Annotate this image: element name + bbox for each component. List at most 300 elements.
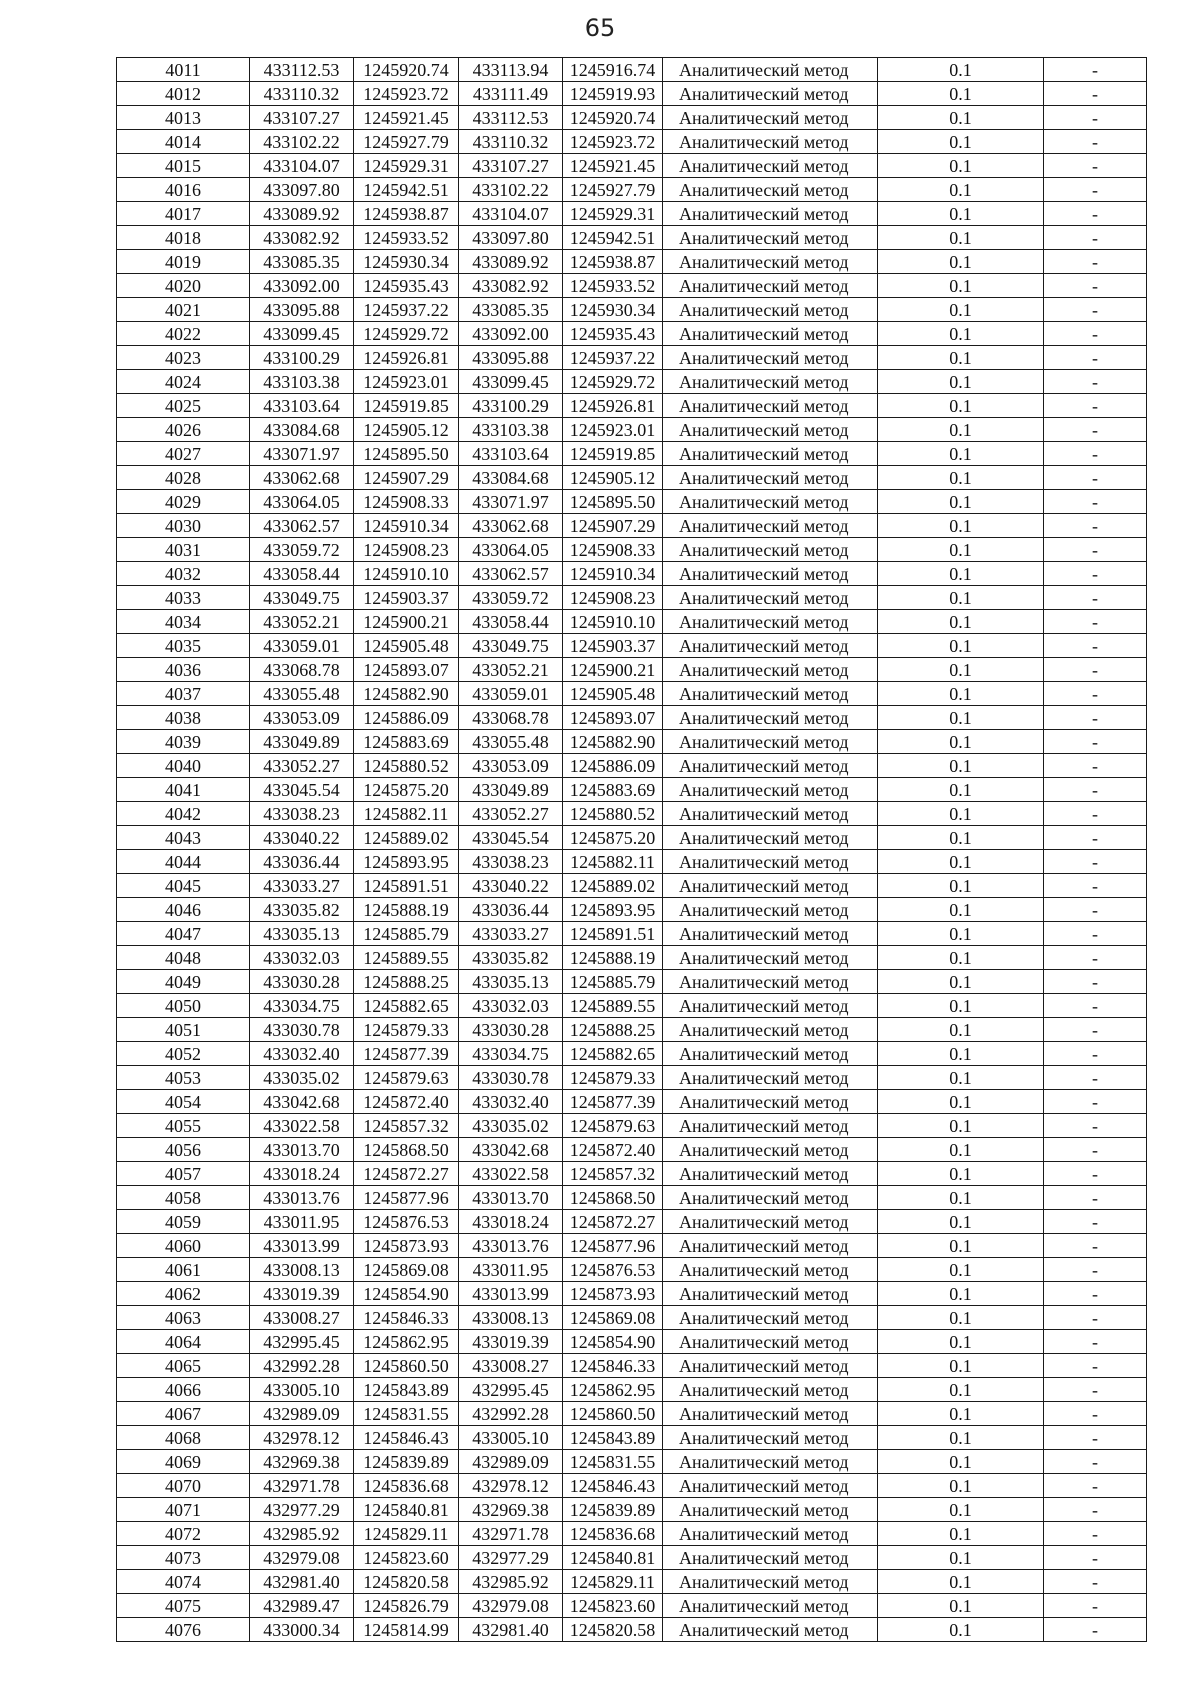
y-coordinate-cell: 1245846.43 bbox=[354, 1426, 459, 1450]
prev-x-cell: 433097.80 bbox=[459, 226, 563, 250]
y-coordinate-cell: 1245888.19 bbox=[354, 898, 459, 922]
method-cell: Аналитический метод bbox=[663, 442, 878, 466]
note-cell: - bbox=[1044, 1018, 1147, 1042]
table-row bbox=[117, 1474, 1147, 1498]
note-cell: - bbox=[1044, 250, 1147, 274]
prev-y-cell: 1245843.89 bbox=[563, 1426, 663, 1450]
prev-x-cell: 433102.22 bbox=[459, 178, 563, 202]
note-cell: - bbox=[1044, 58, 1147, 82]
point-number-cell: 4050 bbox=[117, 994, 250, 1018]
prev-x-cell: 433092.00 bbox=[459, 322, 563, 346]
prev-x-cell: 432969.38 bbox=[459, 1498, 563, 1522]
note-cell: - bbox=[1044, 538, 1147, 562]
note-cell: - bbox=[1044, 706, 1147, 730]
y-coordinate-cell: 1245920.74 bbox=[354, 58, 459, 82]
method-cell: Аналитический метод bbox=[663, 1306, 878, 1330]
table-row bbox=[117, 802, 1147, 826]
point-number-cell: 4054 bbox=[117, 1090, 250, 1114]
prev-x-cell: 433022.58 bbox=[459, 1162, 563, 1186]
y-coordinate-cell: 1245823.60 bbox=[354, 1546, 459, 1570]
note-cell: - bbox=[1044, 226, 1147, 250]
point-number-cell: 4061 bbox=[117, 1258, 250, 1282]
prev-y-cell: 1245937.22 bbox=[563, 346, 663, 370]
accuracy-cell: 0.1 bbox=[878, 1138, 1044, 1162]
prev-x-cell: 433068.78 bbox=[459, 706, 563, 730]
accuracy-cell: 0.1 bbox=[878, 58, 1044, 82]
point-number-cell: 4072 bbox=[117, 1522, 250, 1546]
table-row bbox=[117, 1402, 1147, 1426]
table-row bbox=[117, 1522, 1147, 1546]
x-coordinate-cell: 432978.12 bbox=[250, 1426, 354, 1450]
point-number-cell: 4011 bbox=[117, 58, 250, 82]
method-cell: Аналитический метод bbox=[663, 1090, 878, 1114]
prev-y-cell: 1245872.27 bbox=[563, 1210, 663, 1234]
y-coordinate-cell: 1245869.08 bbox=[354, 1258, 459, 1282]
accuracy-cell: 0.1 bbox=[878, 226, 1044, 250]
x-coordinate-cell: 433013.99 bbox=[250, 1234, 354, 1258]
y-coordinate-cell: 1245846.33 bbox=[354, 1306, 459, 1330]
accuracy-cell: 0.1 bbox=[878, 946, 1044, 970]
x-coordinate-cell: 433064.05 bbox=[250, 490, 354, 514]
y-coordinate-cell: 1245826.79 bbox=[354, 1594, 459, 1618]
x-coordinate-cell: 433035.13 bbox=[250, 922, 354, 946]
table-row bbox=[117, 1114, 1147, 1138]
y-coordinate-cell: 1245868.50 bbox=[354, 1138, 459, 1162]
prev-y-cell: 1245903.37 bbox=[563, 634, 663, 658]
prev-y-cell: 1245923.01 bbox=[563, 418, 663, 442]
accuracy-cell: 0.1 bbox=[878, 1402, 1044, 1426]
point-number-cell: 4037 bbox=[117, 682, 250, 706]
prev-x-cell: 433064.05 bbox=[459, 538, 563, 562]
y-coordinate-cell: 1245877.96 bbox=[354, 1186, 459, 1210]
prev-x-cell: 433053.09 bbox=[459, 754, 563, 778]
point-number-cell: 4057 bbox=[117, 1162, 250, 1186]
table-row bbox=[117, 106, 1147, 130]
note-cell: - bbox=[1044, 1450, 1147, 1474]
note-cell: - bbox=[1044, 1354, 1147, 1378]
accuracy-cell: 0.1 bbox=[878, 682, 1044, 706]
note-cell: - bbox=[1044, 154, 1147, 178]
method-cell: Аналитический метод bbox=[663, 130, 878, 154]
method-cell: Аналитический метод bbox=[663, 202, 878, 226]
point-number-cell: 4028 bbox=[117, 466, 250, 490]
note-cell: - bbox=[1044, 1162, 1147, 1186]
x-coordinate-cell: 433084.68 bbox=[250, 418, 354, 442]
prev-x-cell: 432971.78 bbox=[459, 1522, 563, 1546]
y-coordinate-cell: 1245877.39 bbox=[354, 1042, 459, 1066]
note-cell: - bbox=[1044, 178, 1147, 202]
y-coordinate-cell: 1245910.34 bbox=[354, 514, 459, 538]
prev-y-cell: 1245879.33 bbox=[563, 1066, 663, 1090]
accuracy-cell: 0.1 bbox=[878, 202, 1044, 226]
table-row bbox=[117, 946, 1147, 970]
prev-y-cell: 1245839.89 bbox=[563, 1498, 663, 1522]
prev-y-cell: 1245883.69 bbox=[563, 778, 663, 802]
method-cell: Аналитический метод bbox=[663, 370, 878, 394]
prev-y-cell: 1245888.19 bbox=[563, 946, 663, 970]
y-coordinate-cell: 1245876.53 bbox=[354, 1210, 459, 1234]
point-number-cell: 4014 bbox=[117, 130, 250, 154]
y-coordinate-cell: 1245857.32 bbox=[354, 1114, 459, 1138]
prev-x-cell: 432977.29 bbox=[459, 1546, 563, 1570]
x-coordinate-cell: 433055.48 bbox=[250, 682, 354, 706]
y-coordinate-cell: 1245908.23 bbox=[354, 538, 459, 562]
accuracy-cell: 0.1 bbox=[878, 298, 1044, 322]
accuracy-cell: 0.1 bbox=[878, 874, 1044, 898]
note-cell: - bbox=[1044, 994, 1147, 1018]
prev-x-cell: 433059.01 bbox=[459, 682, 563, 706]
point-number-cell: 4049 bbox=[117, 970, 250, 994]
point-number-cell: 4029 bbox=[117, 490, 250, 514]
table-row bbox=[117, 394, 1147, 418]
y-coordinate-cell: 1245831.55 bbox=[354, 1402, 459, 1426]
method-cell: Аналитический метод bbox=[663, 538, 878, 562]
prev-x-cell: 432981.40 bbox=[459, 1618, 563, 1642]
table-row bbox=[117, 970, 1147, 994]
point-number-cell: 4063 bbox=[117, 1306, 250, 1330]
table-row bbox=[117, 1090, 1147, 1114]
prev-y-cell: 1245885.79 bbox=[563, 970, 663, 994]
prev-y-cell: 1245823.60 bbox=[563, 1594, 663, 1618]
prev-x-cell: 433052.21 bbox=[459, 658, 563, 682]
table-row bbox=[117, 874, 1147, 898]
note-cell: - bbox=[1044, 298, 1147, 322]
prev-y-cell: 1245907.29 bbox=[563, 514, 663, 538]
method-cell: Аналитический метод bbox=[663, 82, 878, 106]
method-cell: Аналитический метод bbox=[663, 1546, 878, 1570]
table-row bbox=[117, 922, 1147, 946]
method-cell: Аналитический метод bbox=[663, 730, 878, 754]
prev-x-cell: 433100.29 bbox=[459, 394, 563, 418]
note-cell: - bbox=[1044, 1330, 1147, 1354]
point-number-cell: 4062 bbox=[117, 1282, 250, 1306]
accuracy-cell: 0.1 bbox=[878, 1114, 1044, 1138]
x-coordinate-cell: 432985.92 bbox=[250, 1522, 354, 1546]
method-cell: Аналитический метод bbox=[663, 1066, 878, 1090]
x-coordinate-cell: 432989.47 bbox=[250, 1594, 354, 1618]
prev-y-cell: 1245900.21 bbox=[563, 658, 663, 682]
note-cell: - bbox=[1044, 1066, 1147, 1090]
table-row bbox=[117, 682, 1147, 706]
method-cell: Аналитический метод bbox=[663, 610, 878, 634]
x-coordinate-cell: 433035.82 bbox=[250, 898, 354, 922]
prev-y-cell: 1245882.11 bbox=[563, 850, 663, 874]
prev-x-cell: 433059.72 bbox=[459, 586, 563, 610]
table-row bbox=[117, 250, 1147, 274]
accuracy-cell: 0.1 bbox=[878, 538, 1044, 562]
point-number-cell: 4024 bbox=[117, 370, 250, 394]
prev-y-cell: 1245935.43 bbox=[563, 322, 663, 346]
accuracy-cell: 0.1 bbox=[878, 466, 1044, 490]
x-coordinate-cell: 433036.44 bbox=[250, 850, 354, 874]
prev-x-cell: 433035.02 bbox=[459, 1114, 563, 1138]
prev-x-cell: 432992.28 bbox=[459, 1402, 563, 1426]
method-cell: Аналитический метод bbox=[663, 970, 878, 994]
point-number-cell: 4073 bbox=[117, 1546, 250, 1570]
prev-y-cell: 1245882.65 bbox=[563, 1042, 663, 1066]
prev-y-cell: 1245854.90 bbox=[563, 1330, 663, 1354]
point-number-cell: 4026 bbox=[117, 418, 250, 442]
prev-x-cell: 433112.53 bbox=[459, 106, 563, 130]
y-coordinate-cell: 1245872.27 bbox=[354, 1162, 459, 1186]
point-number-cell: 4065 bbox=[117, 1354, 250, 1378]
x-coordinate-cell: 433085.35 bbox=[250, 250, 354, 274]
x-coordinate-cell: 432979.08 bbox=[250, 1546, 354, 1570]
x-coordinate-cell: 432981.40 bbox=[250, 1570, 354, 1594]
y-coordinate-cell: 1245879.63 bbox=[354, 1066, 459, 1090]
note-cell: - bbox=[1044, 1186, 1147, 1210]
note-cell: - bbox=[1044, 1042, 1147, 1066]
y-coordinate-cell: 1245888.25 bbox=[354, 970, 459, 994]
accuracy-cell: 0.1 bbox=[878, 1018, 1044, 1042]
accuracy-cell: 0.1 bbox=[878, 898, 1044, 922]
point-number-cell: 4015 bbox=[117, 154, 250, 178]
note-cell: - bbox=[1044, 1594, 1147, 1618]
accuracy-cell: 0.1 bbox=[878, 1042, 1044, 1066]
method-cell: Аналитический метод bbox=[663, 226, 878, 250]
point-number-cell: 4068 bbox=[117, 1426, 250, 1450]
note-cell: - bbox=[1044, 586, 1147, 610]
x-coordinate-cell: 433071.97 bbox=[250, 442, 354, 466]
table-row bbox=[117, 202, 1147, 226]
note-cell: - bbox=[1044, 346, 1147, 370]
point-number-cell: 4042 bbox=[117, 802, 250, 826]
accuracy-cell: 0.1 bbox=[878, 82, 1044, 106]
table-row bbox=[117, 1354, 1147, 1378]
prev-x-cell: 433030.28 bbox=[459, 1018, 563, 1042]
prev-y-cell: 1245869.08 bbox=[563, 1306, 663, 1330]
prev-x-cell: 433018.24 bbox=[459, 1210, 563, 1234]
y-coordinate-cell: 1245879.33 bbox=[354, 1018, 459, 1042]
method-cell: Аналитический метод bbox=[663, 178, 878, 202]
method-cell: Аналитический метод bbox=[663, 466, 878, 490]
point-number-cell: 4046 bbox=[117, 898, 250, 922]
y-coordinate-cell: 1245839.89 bbox=[354, 1450, 459, 1474]
x-coordinate-cell: 433049.89 bbox=[250, 730, 354, 754]
accuracy-cell: 0.1 bbox=[878, 250, 1044, 274]
accuracy-cell: 0.1 bbox=[878, 850, 1044, 874]
table-row bbox=[117, 898, 1147, 922]
accuracy-cell: 0.1 bbox=[878, 706, 1044, 730]
note-cell: - bbox=[1044, 1306, 1147, 1330]
prev-y-cell: 1245891.51 bbox=[563, 922, 663, 946]
point-number-cell: 4041 bbox=[117, 778, 250, 802]
method-cell: Аналитический метод bbox=[663, 1450, 878, 1474]
y-coordinate-cell: 1245923.72 bbox=[354, 82, 459, 106]
accuracy-cell: 0.1 bbox=[878, 1306, 1044, 1330]
note-cell: - bbox=[1044, 1378, 1147, 1402]
prev-y-cell: 1245829.11 bbox=[563, 1570, 663, 1594]
x-coordinate-cell: 433095.88 bbox=[250, 298, 354, 322]
x-coordinate-cell: 433102.22 bbox=[250, 130, 354, 154]
accuracy-cell: 0.1 bbox=[878, 586, 1044, 610]
x-coordinate-cell: 433092.00 bbox=[250, 274, 354, 298]
point-number-cell: 4043 bbox=[117, 826, 250, 850]
y-coordinate-cell: 1245927.79 bbox=[354, 130, 459, 154]
x-coordinate-cell: 433100.29 bbox=[250, 346, 354, 370]
accuracy-cell: 0.1 bbox=[878, 274, 1044, 298]
table-row bbox=[117, 1306, 1147, 1330]
y-coordinate-cell: 1245905.48 bbox=[354, 634, 459, 658]
prev-y-cell: 1245879.63 bbox=[563, 1114, 663, 1138]
method-cell: Аналитический метод bbox=[663, 1474, 878, 1498]
prev-x-cell: 433099.45 bbox=[459, 370, 563, 394]
prev-x-cell: 433008.13 bbox=[459, 1306, 563, 1330]
y-coordinate-cell: 1245938.87 bbox=[354, 202, 459, 226]
prev-y-cell: 1245882.90 bbox=[563, 730, 663, 754]
prev-x-cell: 433110.32 bbox=[459, 130, 563, 154]
y-coordinate-cell: 1245854.90 bbox=[354, 1282, 459, 1306]
y-coordinate-cell: 1245886.09 bbox=[354, 706, 459, 730]
method-cell: Аналитический метод bbox=[663, 418, 878, 442]
method-cell: Аналитический метод bbox=[663, 346, 878, 370]
method-cell: Аналитический метод bbox=[663, 154, 878, 178]
accuracy-cell: 0.1 bbox=[878, 1354, 1044, 1378]
note-cell: - bbox=[1044, 1282, 1147, 1306]
point-number-cell: 4051 bbox=[117, 1018, 250, 1042]
accuracy-cell: 0.1 bbox=[878, 322, 1044, 346]
prev-y-cell: 1245889.02 bbox=[563, 874, 663, 898]
x-coordinate-cell: 433053.09 bbox=[250, 706, 354, 730]
method-cell: Аналитический метод bbox=[663, 1282, 878, 1306]
note-cell: - bbox=[1044, 1618, 1147, 1642]
prev-x-cell: 433040.22 bbox=[459, 874, 563, 898]
prev-x-cell: 432989.09 bbox=[459, 1450, 563, 1474]
method-cell: Аналитический метод bbox=[663, 1354, 878, 1378]
y-coordinate-cell: 1245910.10 bbox=[354, 562, 459, 586]
prev-x-cell: 432985.92 bbox=[459, 1570, 563, 1594]
table-row bbox=[117, 610, 1147, 634]
prev-y-cell: 1245857.32 bbox=[563, 1162, 663, 1186]
note-cell: - bbox=[1044, 1570, 1147, 1594]
note-cell: - bbox=[1044, 370, 1147, 394]
x-coordinate-cell: 433107.27 bbox=[250, 106, 354, 130]
x-coordinate-cell: 433038.23 bbox=[250, 802, 354, 826]
table-row bbox=[117, 634, 1147, 658]
prev-y-cell: 1245929.31 bbox=[563, 202, 663, 226]
prev-y-cell: 1245840.81 bbox=[563, 1546, 663, 1570]
point-number-cell: 4055 bbox=[117, 1114, 250, 1138]
note-cell: - bbox=[1044, 826, 1147, 850]
prev-y-cell: 1245877.96 bbox=[563, 1234, 663, 1258]
note-cell: - bbox=[1044, 202, 1147, 226]
x-coordinate-cell: 433089.92 bbox=[250, 202, 354, 226]
prev-y-cell: 1245831.55 bbox=[563, 1450, 663, 1474]
method-cell: Аналитический метод bbox=[663, 298, 878, 322]
point-number-cell: 4074 bbox=[117, 1570, 250, 1594]
point-number-cell: 4044 bbox=[117, 850, 250, 874]
method-cell: Аналитический метод bbox=[663, 1594, 878, 1618]
x-coordinate-cell: 433018.24 bbox=[250, 1162, 354, 1186]
method-cell: Аналитический метод bbox=[663, 634, 878, 658]
prev-x-cell: 433038.23 bbox=[459, 850, 563, 874]
x-coordinate-cell: 433008.27 bbox=[250, 1306, 354, 1330]
x-coordinate-cell: 433040.22 bbox=[250, 826, 354, 850]
prev-y-cell: 1245908.33 bbox=[563, 538, 663, 562]
x-coordinate-cell: 433049.75 bbox=[250, 586, 354, 610]
note-cell: - bbox=[1044, 682, 1147, 706]
prev-x-cell: 433008.27 bbox=[459, 1354, 563, 1378]
method-cell: Аналитический метод bbox=[663, 778, 878, 802]
y-coordinate-cell: 1245883.69 bbox=[354, 730, 459, 754]
x-coordinate-cell: 433052.21 bbox=[250, 610, 354, 634]
note-cell: - bbox=[1044, 730, 1147, 754]
note-cell: - bbox=[1044, 490, 1147, 514]
accuracy-cell: 0.1 bbox=[878, 730, 1044, 754]
prev-y-cell: 1245930.34 bbox=[563, 298, 663, 322]
point-number-cell: 4018 bbox=[117, 226, 250, 250]
prev-y-cell: 1245873.93 bbox=[563, 1282, 663, 1306]
note-cell: - bbox=[1044, 658, 1147, 682]
y-coordinate-cell: 1245903.37 bbox=[354, 586, 459, 610]
prev-x-cell: 433042.68 bbox=[459, 1138, 563, 1162]
accuracy-cell: 0.1 bbox=[878, 1498, 1044, 1522]
accuracy-cell: 0.1 bbox=[878, 1066, 1044, 1090]
note-cell: - bbox=[1044, 1138, 1147, 1162]
method-cell: Аналитический метод bbox=[663, 706, 878, 730]
accuracy-cell: 0.1 bbox=[878, 1522, 1044, 1546]
y-coordinate-cell: 1245937.22 bbox=[354, 298, 459, 322]
table-row bbox=[117, 1066, 1147, 1090]
table-row bbox=[117, 58, 1147, 82]
point-number-cell: 4067 bbox=[117, 1402, 250, 1426]
table-row bbox=[117, 562, 1147, 586]
method-cell: Аналитический метод bbox=[663, 1162, 878, 1186]
y-coordinate-cell: 1245872.40 bbox=[354, 1090, 459, 1114]
point-number-cell: 4056 bbox=[117, 1138, 250, 1162]
prev-y-cell: 1245905.48 bbox=[563, 682, 663, 706]
method-cell: Аналитический метод bbox=[663, 658, 878, 682]
method-cell: Аналитический метод bbox=[663, 1234, 878, 1258]
table-row bbox=[117, 418, 1147, 442]
y-coordinate-cell: 1245895.50 bbox=[354, 442, 459, 466]
y-coordinate-cell: 1245933.52 bbox=[354, 226, 459, 250]
point-number-cell: 4027 bbox=[117, 442, 250, 466]
y-coordinate-cell: 1245836.68 bbox=[354, 1474, 459, 1498]
prev-y-cell: 1245888.25 bbox=[563, 1018, 663, 1042]
prev-y-cell: 1245919.85 bbox=[563, 442, 663, 466]
accuracy-cell: 0.1 bbox=[878, 658, 1044, 682]
prev-x-cell: 433104.07 bbox=[459, 202, 563, 226]
method-cell: Аналитический метод bbox=[663, 898, 878, 922]
accuracy-cell: 0.1 bbox=[878, 106, 1044, 130]
point-number-cell: 4025 bbox=[117, 394, 250, 418]
note-cell: - bbox=[1044, 1402, 1147, 1426]
note-cell: - bbox=[1044, 274, 1147, 298]
prev-x-cell: 433036.44 bbox=[459, 898, 563, 922]
y-coordinate-cell: 1245930.34 bbox=[354, 250, 459, 274]
prev-x-cell: 432995.45 bbox=[459, 1378, 563, 1402]
method-cell: Аналитический метод bbox=[663, 754, 878, 778]
x-coordinate-cell: 433008.13 bbox=[250, 1258, 354, 1282]
accuracy-cell: 0.1 bbox=[878, 1282, 1044, 1306]
point-number-cell: 4019 bbox=[117, 250, 250, 274]
coordinates-table bbox=[116, 57, 1147, 1642]
x-coordinate-cell: 433011.95 bbox=[250, 1210, 354, 1234]
prev-x-cell: 433062.68 bbox=[459, 514, 563, 538]
prev-x-cell: 433071.97 bbox=[459, 490, 563, 514]
prev-x-cell: 433034.75 bbox=[459, 1042, 563, 1066]
prev-y-cell: 1245889.55 bbox=[563, 994, 663, 1018]
prev-y-cell: 1245893.95 bbox=[563, 898, 663, 922]
point-number-cell: 4045 bbox=[117, 874, 250, 898]
prev-x-cell: 433030.78 bbox=[459, 1066, 563, 1090]
accuracy-cell: 0.1 bbox=[878, 634, 1044, 658]
method-cell: Аналитический метод bbox=[663, 250, 878, 274]
table-row bbox=[117, 1186, 1147, 1210]
note-cell: - bbox=[1044, 106, 1147, 130]
y-coordinate-cell: 1245907.29 bbox=[354, 466, 459, 490]
